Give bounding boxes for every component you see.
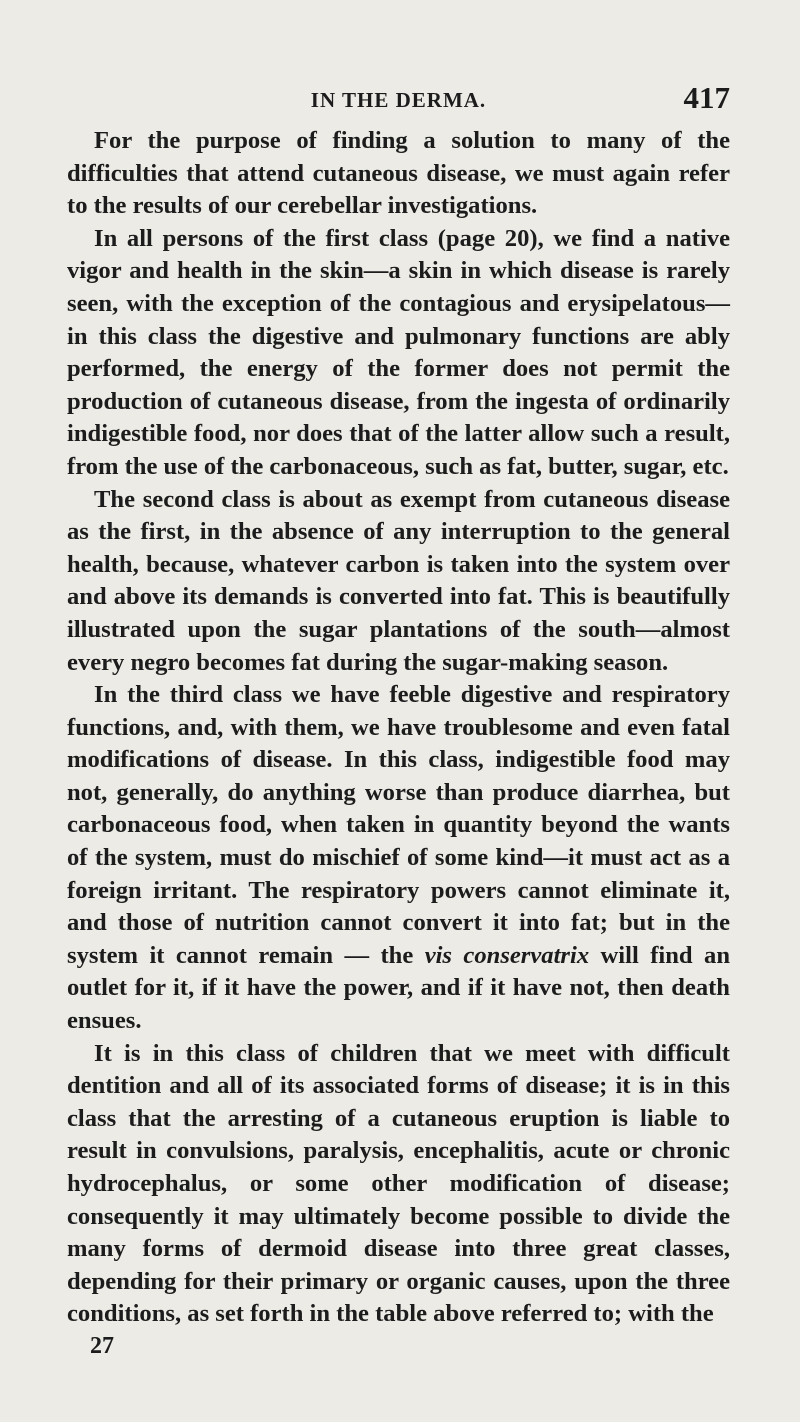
paragraph: In all persons of the first class (page 20), we find a native vigor and health in the skin—a skin in which disease is rarely seen, with the exception of the contagious and erysipelatous—in this class the digestive and pulmonary functions are ably performed, the energy of the former does not permit the production of cutaneous disease, from the ingesta of ordinarily indigestible food, nor does that of the latter allow such a result, from the use of the carbonaceous, such as fat, butter, sugar, etc. [67, 224, 730, 480]
paragraph-text: In the third class we have feeble digestive and respiratory functions, and, with them, we have troublesome and even fatal modifications of disease. In this class, indigestible food may not, generally, do anything worse than produce diarrhea, but carbonaceous food, when taken in quantity beyond the wants of the system, must do mischief of some kind—it must act as a foreign irritant. The respiratory powers cannot eliminate it, and those of nutrition cannot convert it into fat; but in the system it cannot remain — the [67, 681, 730, 969]
latin-term: vis conservatrix [424, 941, 590, 969]
running-head: IN THE DERMA. [310, 88, 487, 112]
paragraph: It is in this class of children that we meet with difficult dentition and all of its associated forms of disease; it is in this class that the arresting of a cutaneous eruption is liable to result in convulsions, paralysis, encephalitis, acute or chronic hydrocephalus, or some other modification of disease; consequently it may ultimately become possible to divide the many forms of dermoid disease into three great classes, depending for their primary or organic causes, upon the three conditions, as set forth in the table above referred to; with the [67, 1039, 730, 1328]
paragraph: The second class is about as exempt from cutaneous disease as the first, in the absence of any interruption to the general health, because, whatever carbon is taken into the system over and above its demands is converted into fat. This is beautifully illustrated upon the sugar plantations of the south—almost every negro becomes fat during the sugar-making season. [67, 485, 730, 676]
page-header [67, 0, 730, 125]
body-text [67, 125, 730, 1331]
signature-mark: 27 [90, 1332, 114, 1359]
paragraph: For the purpose of finding a solution to many of the difficulties that attend cutaneous disease, we must again refer to the results of our cerebellar investigations. [67, 127, 730, 220]
paragraph-text: will find an outlet for it, if it have the power, and if it have not, then death ensues. [67, 941, 730, 1035]
paragraph [67, 679, 730, 1038]
page-number: 417 [683, 80, 730, 115]
